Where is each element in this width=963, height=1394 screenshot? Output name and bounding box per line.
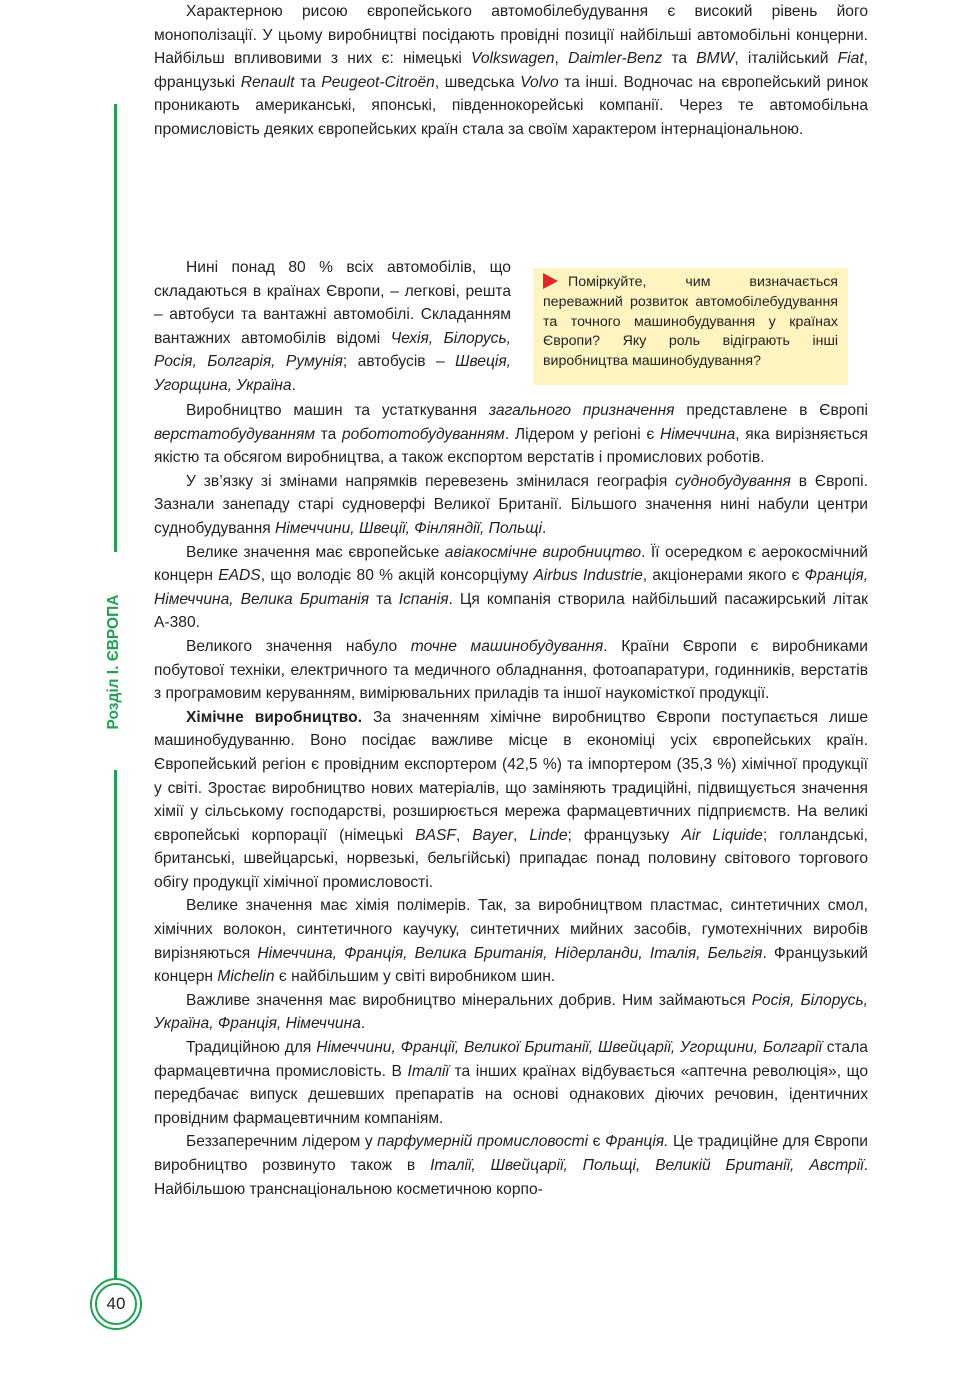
text-run: авіакосмічне виробництво [444,543,642,561]
text-run: Велике значення має європейське [186,543,445,561]
paragraph-fertilizers [154,989,868,1036]
text-run: та [662,50,697,68]
text-run: Виробництво машин та устаткування [186,402,489,419]
text-run: , акціонерами якого є [642,567,805,585]
text-run: верстатобудуванням [154,425,316,443]
paragraph-shipbuilding [154,470,868,541]
think-box [533,268,848,385]
text-run: Швеція, Угорщина, Україна [154,353,511,394]
text-run: Німеччини, Швеції, Фінляндії, Польщі [275,519,543,537]
text-run: робототобудуванням [341,425,505,443]
text-run: Німеччина, Франція, Велика Британія, Нідерланди, Італія, Бельгія [257,944,763,962]
text-run: Німеччина [660,425,736,443]
text-run: Bayer [472,826,514,844]
red-triangle-icon [543,273,558,289]
text-run: в Європі. Зазнали занепаду старі судноверфі Великої Британії. Більшого значення нині набули центри суднобудування [154,472,868,537]
text-run: та [369,590,399,608]
text-run: Німеччини, Франції, Великої Британії, Швейцарії, Угорщини, Болгарії [316,1039,822,1057]
text-run: ; французьку [567,826,682,844]
text-run: Linde [529,826,568,844]
text-run: Хімічне виробництво. [186,708,363,726]
text-run: та інших країнах відбувається «аптечна революція», що передбачає випуск дешевших препаратів на основі однакових діючих речовин, ідентичних провідним фармацевтичним компаніям. [154,1062,868,1127]
text-run: Велике значення має хімія полімерів. Так, за виробництвом пластмас, синтетичних смол, хімічних волокон, синтетичного каучуку, синтетичних мийних засобів, гумотехнічних виробів вирізняються [154,897,868,962]
text-run: загального призначення [488,402,675,419]
text-run: та інші. Водночас на європейський ринок проникають американські, японські, південнокорейські компанії. Через те автомобільна промисловість деяких європейських країн стала за своїм характером інтернаціональною. [154,73,868,138]
text-run: . Найбільшою транснаціональною косметичною корпо- [154,1157,868,1198]
text-run: , [513,826,530,844]
text-run: Michelin [217,968,275,986]
text-run: Традиційною для [186,1039,317,1057]
paragraph-perfumery [154,1130,868,1201]
text-run: Volvo [520,73,559,91]
text-run: . [360,1015,366,1033]
text-run: Беззаперечним лідером у [186,1133,378,1151]
text-block-top [154,0,868,142]
paragraph-auto-share [154,256,511,398]
page-number: 40 [95,1283,137,1325]
text-run: , італійський [734,50,838,68]
paragraph-aerospace [154,541,868,635]
text-run: За значенням хімічне виробництво Європи поступається лише машинобудуванню. Воно посідає важливе місце в економіці усіх європейських країн. Європейський регіон є провідним експортером (42,5 %) та імпортером (35,3 %) хімічної продукції у світі. Зростає виробництво нових матеріалів, що заміняють традиційні, підвищується значення хімії у сільському господарстві, розширюється мережа фармацевтичних підприємств. На великі європейські корпорації (німецькі [154,708,868,844]
text-run: Характерною рисою європейського автомобілебудування є високий рівень його монополізації. У цьому виробництві посідають провідні позиції найбільші автомобільні концерни. Найбільш впливовими з них є: німецькі [154,3,868,68]
text-run: Італії, Швейцарії, Польщі, Великій Британії, Австрії [430,1157,864,1174]
text-run: суднобудування [675,472,791,490]
text-run: , що володіє 80 % акцій консорціуму [260,567,534,585]
text-run: EADS [218,567,261,585]
text-run: . Лідером у регіоні є [504,425,660,443]
text-run: та [294,73,322,91]
text-run: Росія, Білорусь, Україна, Франція, Німеччина [154,991,868,1033]
text-run: , яка вирізняється якістю та обсягом виробництва, а також експортом верстатів і промислових роботів. [154,425,868,467]
text-block-main [154,399,868,1201]
text-run: Це традиційне для Європи виробництво розвинуто також в [154,1133,868,1174]
text-run: . [291,376,296,394]
text-run: ; голландські, британські, швейцарські, норвезькі, бельгійські) припадає понад половину світового торгового обігу продукції хімічної промисловості. [154,826,868,891]
text-run: . Французький концерн [154,944,868,986]
chapter-label: Розділ І. ЄВРОПА [105,594,122,730]
paragraph-general-machinery [154,399,868,470]
text-run: Нині понад 80 % всіх автомобілів, що складаються в країнах Європи, – легкові, решта – автобуси та вантажні автомобілі. Складанням вантажних автомобілів відомі [154,259,511,347]
text-run: Іспанія [398,590,449,608]
text-run: точне машинобудування [410,637,604,655]
sidebar-line-top [114,104,117,552]
text-run: Чехія, Білорусь, Росія, Болгарія, Румунія [154,329,511,371]
text-run: Fiat [837,50,864,68]
text-run: BASF [415,826,456,844]
text-run: Франція, Німеччина, Велика Британія [154,567,869,608]
text-run: Італії [407,1062,449,1080]
text-run: стала фармацевтична промисловість. В [154,1039,868,1080]
text-run: Airbus Industrie [533,567,643,585]
paragraph-chemical-industry [154,706,868,895]
text-run: Peugeot-Citroën [321,73,435,91]
text-run: , [455,826,473,844]
text-run: парфумерній промисловості [377,1133,589,1151]
think-box-question: Поміркуйте, чим визначається переважний розвиток автомобілебудування та точного машинобудування у країнах Європи? Яку роль відіграють інші виробництва машинобудування? [543,274,838,370]
text-run: . Країни Європи є виробниками побутової техніки, електричного та медичного обладнання, фотоапаратури, годинників, верстатів з програмовим керуванням, вимірювальних приладів та іншої наукомісткої продукції. [154,637,868,703]
two-column-block [154,256,868,400]
text-run: та [315,425,342,443]
text-run: . [542,519,547,537]
text-run: є найбільшим у світі виробником шин. [274,968,556,986]
text-run: У зв’язку зі змінами напрямків перевезень змінилася географія [186,472,676,490]
text-run: Великого значення набуло [186,637,411,655]
think-box-text [543,273,838,372]
paragraph-precision-engineering [154,635,868,706]
text-run: , [554,50,569,68]
text-run: представлене в Європі [674,402,868,419]
text-run: , шведська [434,73,521,91]
text-run: Daimler-Benz [568,50,663,68]
text-run: Renault [240,73,295,91]
text-run: BMW [696,50,735,68]
text-run: . Її осередком є аерокосмічний концерн [154,543,868,585]
text-run: , французькі [154,50,868,91]
text-run: є [588,1133,606,1151]
text-run: ; автобусів – [342,353,456,371]
text-run: Важливе значення має виробництво мінеральних добрив. Ним займаються [186,991,752,1009]
text-run: Air Liquide [681,826,763,844]
paragraph-pharmaceutical [154,1036,868,1130]
text-run: Volkswagen [471,50,555,68]
sidebar-line-bottom [114,770,117,1280]
text-run: . Ця компанія створила найбільший пасажирський літак А-380. [154,590,868,632]
paragraph-auto-monopoly [154,0,868,142]
paragraph-polymers [154,894,868,988]
text-run: Франція. [605,1133,669,1151]
